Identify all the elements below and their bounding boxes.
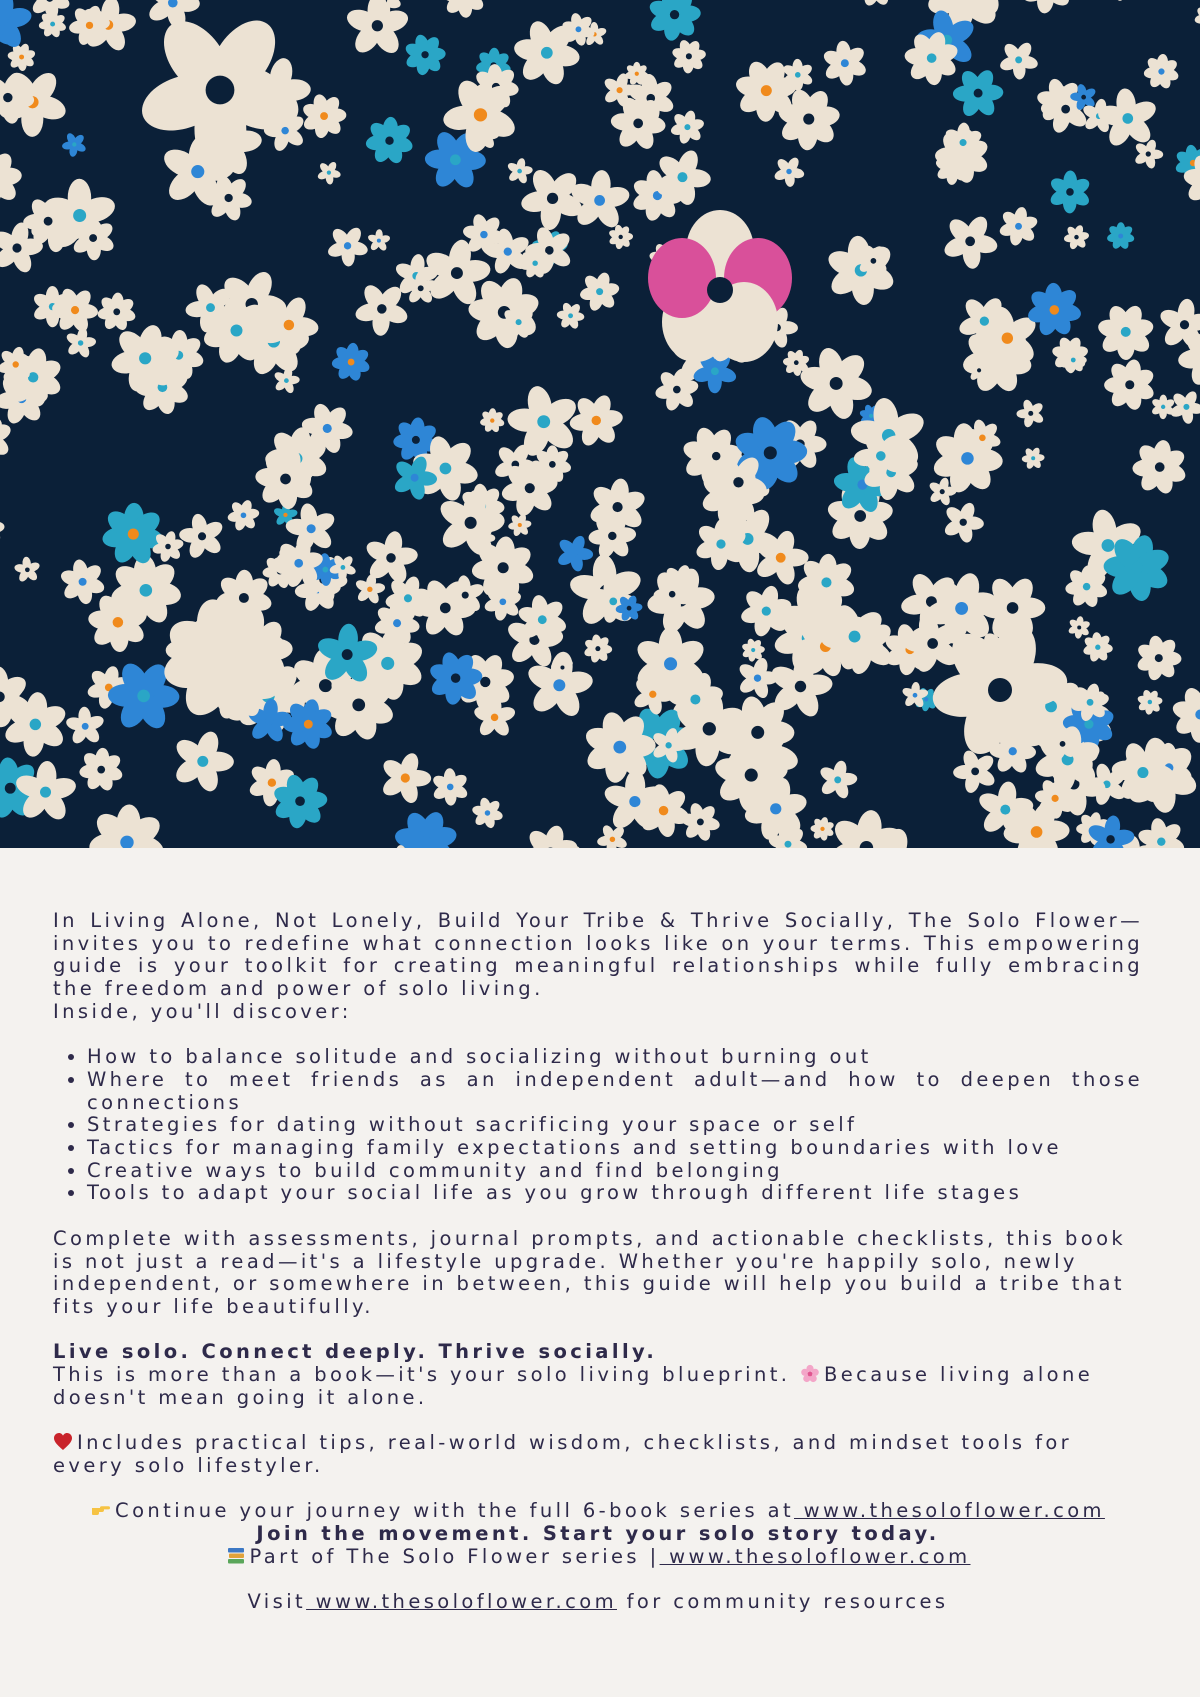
flower-shape (579, 271, 620, 313)
flower-shape (1157, 298, 1200, 352)
community-website-link[interactable]: www.thesoloflower.com (306, 1590, 617, 1613)
flower-shape (331, 342, 371, 382)
flower-shape (1063, 224, 1089, 250)
red-heart-icon (53, 1432, 73, 1452)
flower-shape (556, 534, 594, 573)
flower-shape (65, 706, 106, 746)
intro-lead: Inside, you'll discover: (53, 999, 352, 1023)
flower-shape (998, 40, 1039, 80)
flower-shape (1135, 634, 1182, 681)
flower-shape (1096, 303, 1155, 360)
flower-shape (431, 768, 470, 806)
flower-shape (798, 345, 875, 422)
flower-shape (1048, 170, 1092, 213)
flower-shape (379, 751, 431, 805)
visit-text-after: for community resources (617, 1590, 949, 1613)
flower-shape (344, 0, 411, 58)
flower-shape (1133, 138, 1163, 169)
flower-shape (65, 327, 97, 359)
flower-shape (680, 801, 721, 842)
blueprint-paragraph (53, 1364, 1143, 1409)
list-item: • Strategies for dating without sacrificing your space or self (87, 1114, 1143, 1137)
flower-shape (953, 67, 1004, 119)
flower-shape (367, 229, 391, 252)
flower-shape (583, 634, 613, 664)
includes-text: Includes practical tips, real-world wisdom, checklists, and mindset tools for every solo lifestyler. (53, 1431, 1073, 1477)
join-line: Join the movement. Start your solo story today. (256, 1521, 940, 1545)
flower-shape (441, 0, 487, 19)
flower-shape (179, 512, 226, 560)
flower-shape (1103, 0, 1134, 2)
flower-shape (508, 513, 532, 537)
visit-line (53, 1591, 1143, 1614)
flower-shape (810, 816, 835, 841)
flower-shape (61, 132, 87, 158)
hero-floral-image (0, 0, 1200, 848)
flower-shape (941, 213, 999, 270)
list-item: • Tactics for managing family expectations and setting boundaries with love (87, 1137, 1143, 1160)
floral-pattern-illustration (0, 0, 1200, 848)
flower-shape (273, 367, 300, 395)
flower-shape (1082, 632, 1113, 663)
flower-shape (647, 0, 701, 42)
flower-shape (998, 206, 1039, 247)
flower-shape (393, 809, 459, 848)
flower-shape (1194, 4, 1200, 33)
flower-shape (172, 729, 234, 794)
flower-shape (671, 38, 707, 73)
flower-shape (1022, 446, 1045, 470)
flower-shape (1132, 439, 1188, 496)
flower-shape (404, 33, 446, 76)
flower-shape (821, 40, 868, 86)
flower-shape (942, 501, 984, 544)
blueprint-text-after: Because living alone doesn't mean going it alone. (53, 1363, 1094, 1409)
flower-shape (0, 509, 5, 546)
flower-shape (556, 301, 584, 330)
book-description (53, 910, 1143, 1614)
summary-paragraph: Complete with assessments, journal prompts, and actionable checklists, this book is not just a read—it's a lifestyle upgrade. Whether you're happily solo, newly independent, or somewhere in between, this guide will help you build a tribe that fits your life beautifully. (53, 1226, 1127, 1318)
flower-shape (59, 558, 106, 605)
series-website-link[interactable]: www.thesoloflower.com (794, 1499, 1105, 1523)
call-to-action (53, 1500, 1143, 1614)
flower-shape (827, 808, 907, 848)
flower-shape (326, 225, 369, 267)
flower-shape (7, 42, 36, 71)
flower-shape (79, 747, 125, 792)
flower-shape (1137, 689, 1163, 715)
flower-shape (1169, 389, 1200, 424)
flower-shape (854, 0, 897, 8)
list-item: • How to balance solitude and socializing without burning out (87, 1046, 1143, 1069)
includes-paragraph (53, 1432, 1143, 1477)
flower-shape (471, 797, 504, 830)
flower-shape (737, 656, 779, 700)
flower-shape (14, 556, 41, 583)
flower-shape (1106, 222, 1135, 250)
flower-shape (953, 748, 998, 794)
feature-list (53, 1046, 1143, 1205)
continue-text: Continue your journey with the full 6-book series at (115, 1499, 794, 1523)
flower-shape (522, 823, 580, 848)
series-text: Part of The Solo Flower series | (249, 1544, 660, 1568)
flower-shape (1171, 685, 1200, 743)
website-link[interactable]: www.thesoloflower.com (659, 1544, 971, 1568)
flower-shape (301, 93, 347, 140)
flower-shape (28, 0, 71, 20)
flower-shape (101, 503, 166, 567)
flower-shape (506, 157, 533, 184)
intro-paragraph: In Living Alone, Not Lonely, Build Your Tribe & Thrive Socially, The Solo Flower—invites you to redefine what connection looks like on your terms. This empowering guide is your toolkit for creating meaningful relationships while fully embracing the freedom and power of solo living. (53, 909, 1143, 1001)
list-item: • Creative ways to build community and find belonging (87, 1160, 1143, 1183)
flower-shape (365, 116, 415, 165)
flower-shape (479, 408, 505, 433)
flower-shape (1016, 398, 1045, 428)
flower-shape (1136, 817, 1186, 848)
cherry-blossom-icon (800, 1364, 820, 1384)
flower-shape (773, 156, 805, 188)
list-item: • Where to meet friends as an independent adult—and how to deepen those connections (87, 1069, 1143, 1114)
flower-shape (354, 573, 386, 605)
flower-shape (608, 224, 633, 250)
pink-accent-flower (648, 210, 792, 362)
flower-shape (97, 292, 137, 332)
pointing-hand-icon (91, 1500, 111, 1520)
flower-shape (316, 160, 341, 184)
list-item: • Tools to adapt your social life as you grow through different life stages (87, 1182, 1143, 1205)
visit-text: Visit (247, 1590, 307, 1613)
flower-shape (0, 149, 23, 207)
flower-shape (1143, 53, 1180, 90)
blueprint-text: This is more than a book—it's your solo living blueprint. (53, 1363, 791, 1387)
flower-shape (1067, 616, 1091, 639)
tagline: Live solo. Connect deeply. Thrive socially. (53, 1340, 658, 1364)
flower-shape (1020, 0, 1075, 14)
flower-shape (227, 499, 260, 532)
flower-shape (569, 393, 624, 449)
flower-shape (1096, 87, 1159, 149)
flower-shape (88, 804, 167, 848)
flower-shape (818, 759, 858, 800)
books-icon (226, 1546, 246, 1566)
flower-shape (1104, 358, 1157, 412)
flower-shape (1026, 283, 1082, 339)
series-line (53, 1546, 1143, 1569)
flower-shape (670, 109, 706, 145)
continue-line (53, 1500, 1143, 1523)
